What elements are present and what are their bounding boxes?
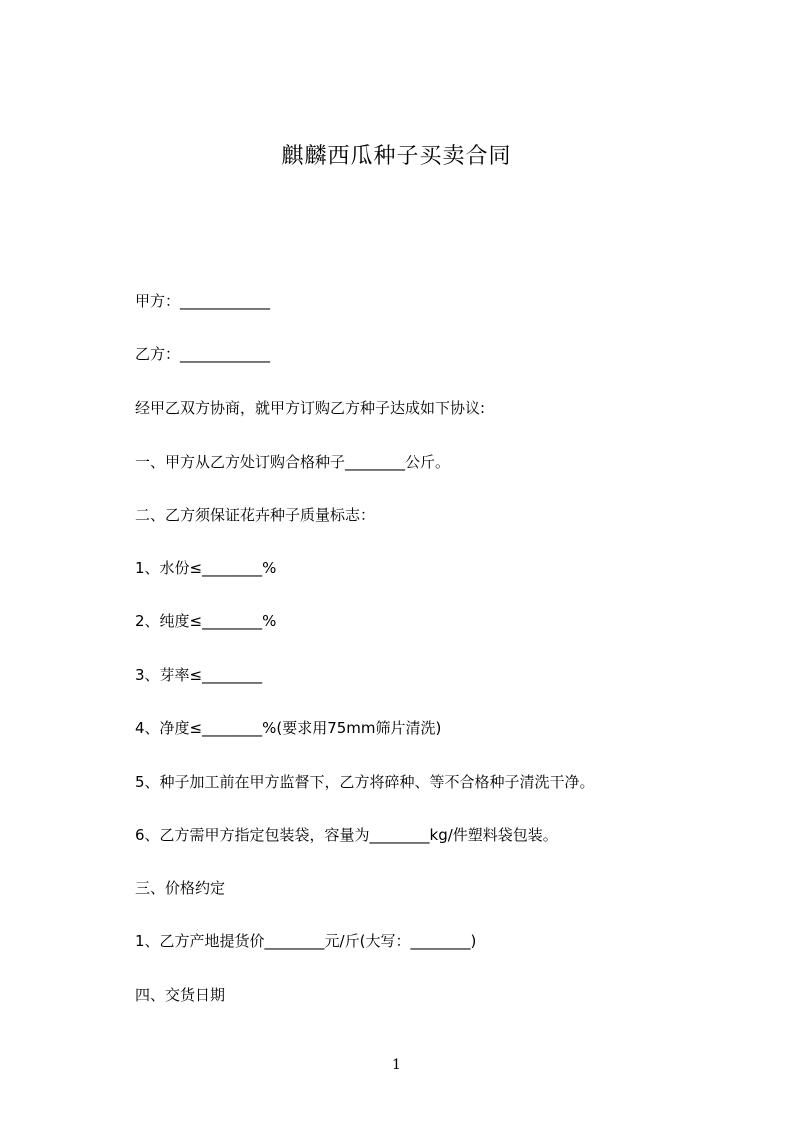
party-b-line: 乙方：____________	[135, 345, 271, 363]
quality-item-germination: 3、芽率≤________	[135, 666, 263, 684]
clause-2-quality-heading: 二、乙方须保证花卉种子质量标志：	[135, 506, 376, 524]
quality-item-packaging: 6、乙方需甲方指定包装袋，容量为________kg/件塑料袋包装。	[135, 826, 558, 844]
page-number: 1	[392, 1057, 401, 1073]
clause-4-delivery-heading: 四、交货日期	[135, 986, 226, 1004]
quality-item-moisture: 1、水份≤________%	[135, 559, 277, 577]
quality-item-cleanliness: 4、净度≤________%(要求用75mm筛片清洗)	[135, 719, 442, 737]
quality-item-purity: 2、纯度≤________%	[135, 612, 277, 630]
clause-3-price-heading: 三、价格约定	[135, 879, 226, 897]
agreement-intro: 经甲乙双方协商，就甲方订购乙方种子达成如下协议:	[135, 399, 486, 417]
clause-1-order-quantity: 一、甲方从乙方处订购合格种子________公斤。	[135, 453, 451, 471]
party-a-line: 甲方：____________	[135, 292, 271, 310]
document-title: 麒麟西瓜种子买卖合同	[281, 144, 512, 169]
price-item-1: 1、乙方产地提货价________元/斤(大写：________)	[135, 932, 477, 950]
quality-item-cleaning: 5、种子加工前在甲方监督下，乙方将碎种、等不合格种子清洗干净。	[135, 773, 595, 791]
